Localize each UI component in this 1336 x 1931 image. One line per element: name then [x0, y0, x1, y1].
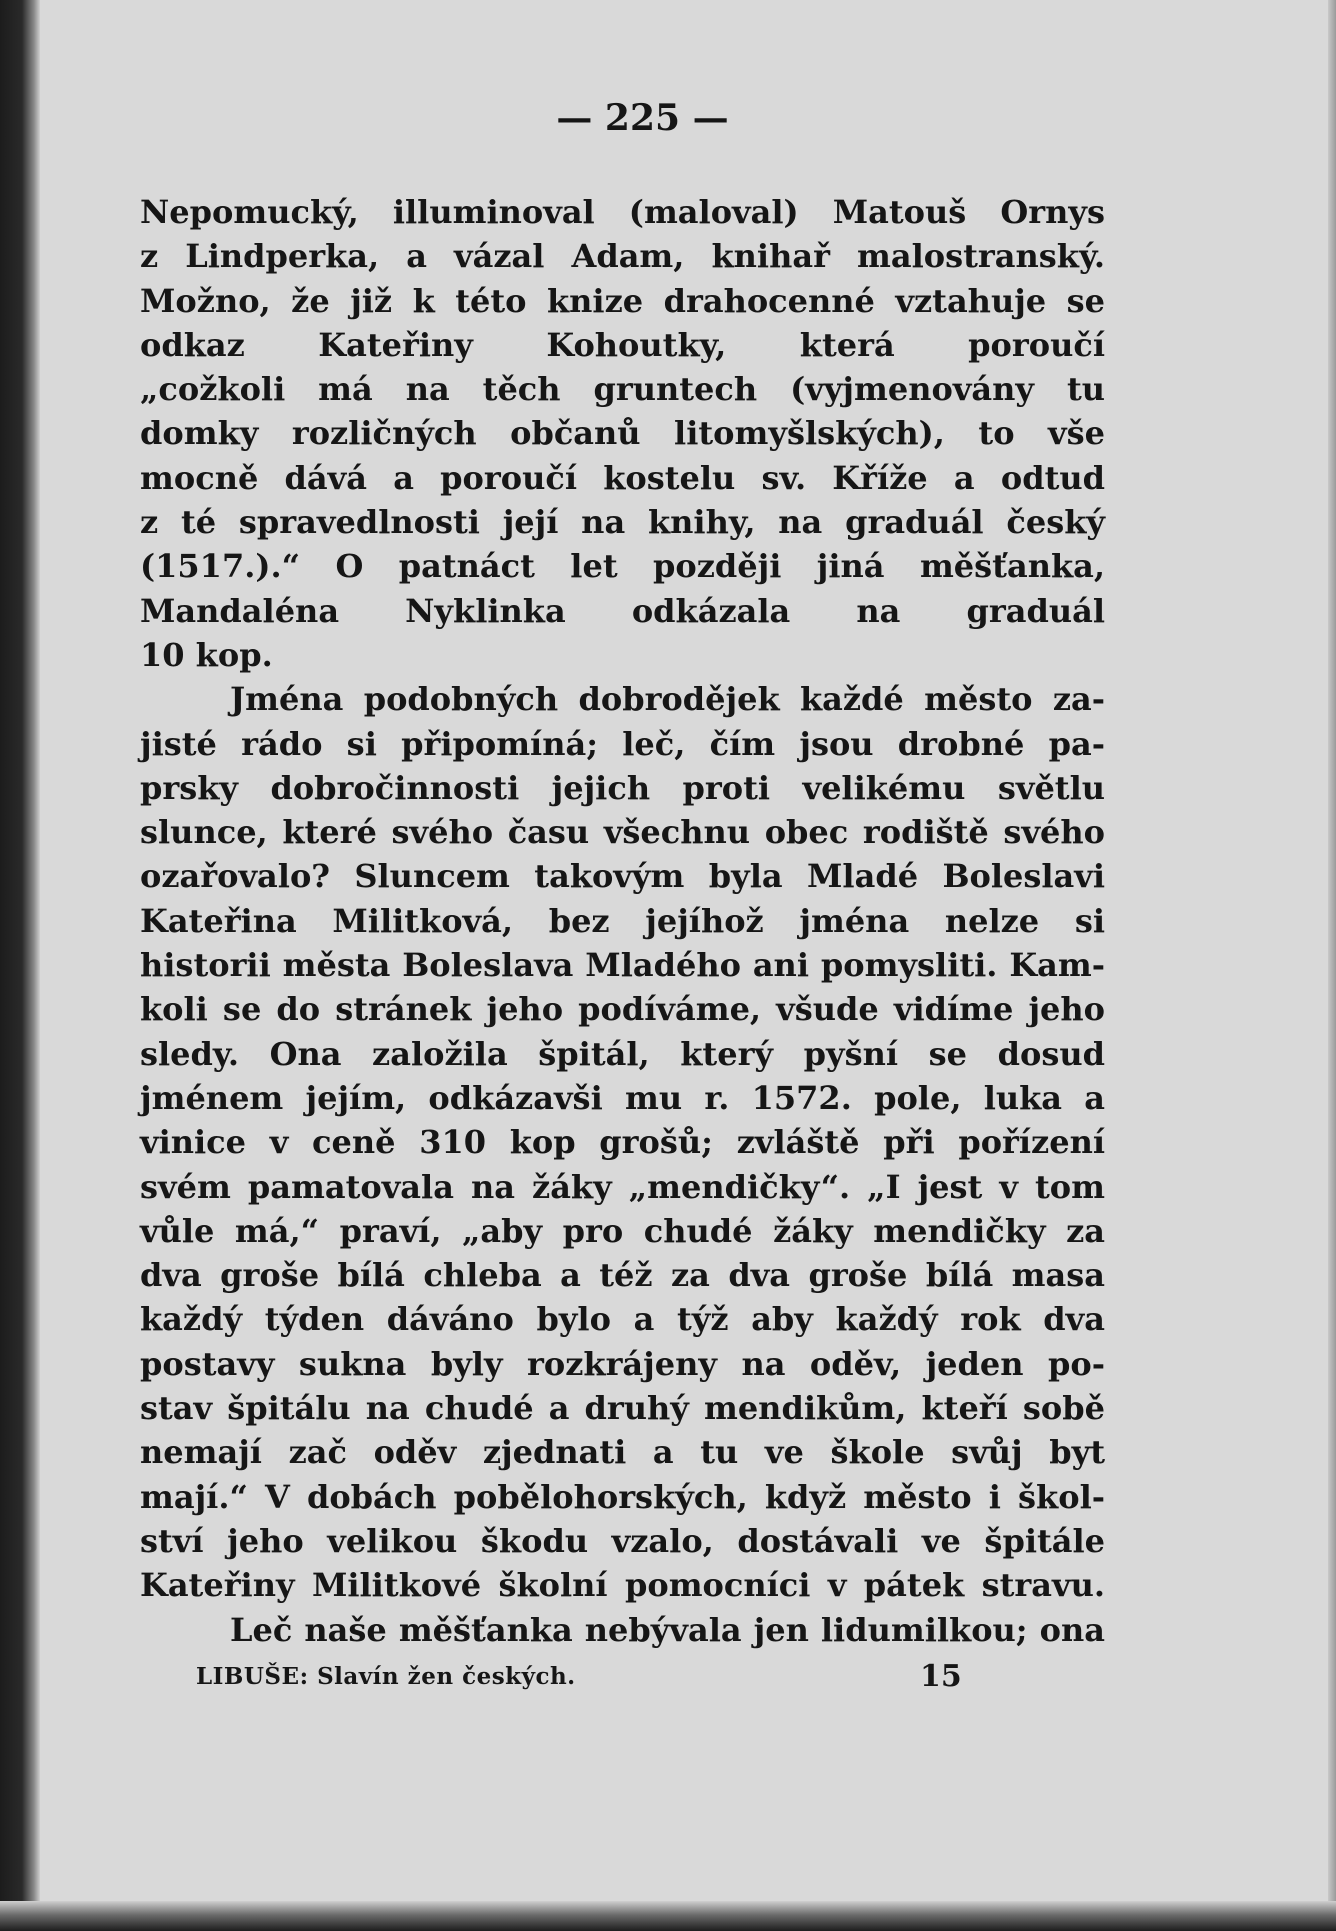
binding-edge [0, 0, 40, 1931]
page-bottom-edge [0, 1901, 1336, 1931]
text-line: Leč naše měšťanka nebývala jen lidumilkou; ona [230, 1610, 1105, 1649]
text-line: slunce, které svého času všechnu obec rodiště svého [140, 813, 1105, 852]
text-line: mají.“ V dobách pobělohorských, když město i škol- [140, 1477, 1105, 1516]
text-line: jisté rádo si připomíná; leč, čím jsou drobné pa- [140, 724, 1105, 763]
text-line: (1517.).“ O patnáct let později jiná měšťanka, [140, 547, 1105, 586]
paragraph-2 [140, 677, 1105, 1607]
text-line: Možno, že již k této knize drahocenné vztahuje se [140, 281, 1105, 320]
text-line: mocně dává a poroučí kostelu sv. Kříže a odtud [140, 458, 1105, 497]
footer-book-title: LIBUŠE: Slavín žen českých. [196, 1663, 576, 1690]
text-line: „cožkoli má na těch gruntech (vyjmenovány tu [140, 370, 1105, 409]
signature-mark: 15 [920, 1659, 962, 1694]
text-line: nemají zač oděv zjednati a tu ve škole svůj byt [140, 1433, 1105, 1472]
paragraph-1 [140, 190, 1105, 677]
text-line: svém pamatovala na žáky „mendičky“. „I jest v tom [140, 1167, 1105, 1206]
text-line: koli se do stránek jeho podíváme, všude vidíme jeho [140, 990, 1105, 1029]
text-line: vinice v ceně 310 kop grošů; zvláště při pořízení [140, 1123, 1105, 1162]
text-line: stav špitálu na chudé a druhý mendikům, kteří sobě [140, 1389, 1105, 1428]
text-line: prsky dobročinnosti jejich proti velikému světlu [140, 768, 1105, 807]
text-line: historii města Boleslava Mladého ani pomysliti. Kam- [140, 946, 1105, 985]
text-line: z Lindperka, a vázal Adam, knihař malostranský. [140, 237, 1105, 276]
text-line: Kateřiny Militkové školní pomocníci v pátek stravu. [140, 1566, 1105, 1605]
page-number: — 225 — [556, 97, 729, 139]
text-line: postavy sukna byly rozkrájeny na oděv, jeden po- [140, 1344, 1105, 1383]
text-line: dva groše bílá chleba a též za dva groše bílá masa [140, 1256, 1105, 1295]
page-right-edge [1328, 0, 1336, 1931]
text-line: Mandaléna Nyklinka odkázala na graduál [140, 591, 1105, 630]
page-text [140, 98, 1105, 1652]
text-line: sledy. Ona založila špitál, který pyšní se dosud [140, 1034, 1105, 1073]
text-line: každý týden dáváno bylo a týž aby každý rok dva [140, 1300, 1105, 1339]
text-line: vůle má,“ praví, „aby pro chudé žáky mendičky za [140, 1211, 1105, 1250]
text-line: ství jeho velikou škodu vzalo, dostávali ve špitále [140, 1521, 1105, 1560]
text-line: odkaz Kateřiny Kohoutky, která poroučí [140, 325, 1105, 364]
text-line: ozařovalo? Sluncem takovým byla Mladé Boleslavi [140, 857, 1105, 896]
text-line: 10 kop. [140, 635, 273, 674]
text-line: Kateřina Militková, bez jejíhož jména nelze si [140, 901, 1105, 940]
text-line: Jména podobných dobrodějek každé město za- [230, 680, 1105, 719]
paragraph-3 [140, 1608, 1105, 1652]
text-line: domky rozličných občanů litomyšlských), to vše [140, 414, 1105, 453]
text-line: z té spravedlnosti její na knihy, na graduál český [140, 503, 1105, 542]
text-line: jménem jejím, odkázavši mu r. 1572. pole, luka a [140, 1078, 1105, 1117]
text-line: Nepomucký, illuminoval (maloval) Matouš Ornys [140, 193, 1105, 231]
